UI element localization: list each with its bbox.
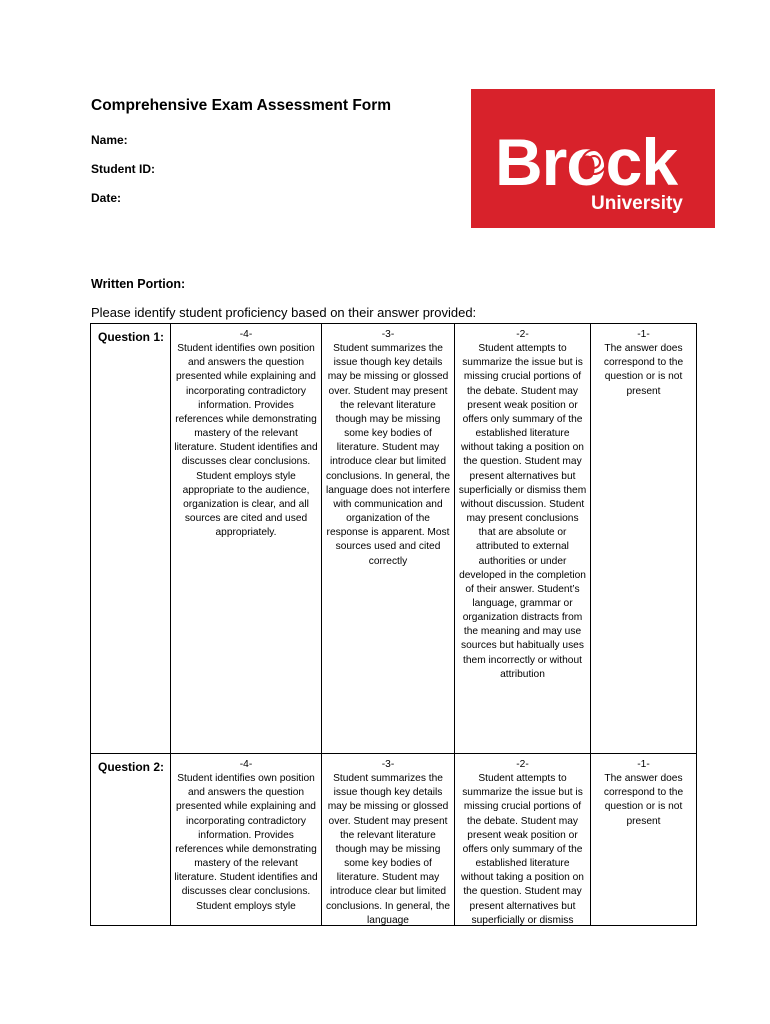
rubric-cell	[455, 324, 591, 754]
score-label: -1-	[637, 759, 650, 770]
criteria-text: Student identifies own position and answers the question presented while explaining and incorporating contradictory information. Provides references while demonstrating mastery of the relevant literature. Student identifies and discusses clear conclusions. Student employs style	[174, 773, 318, 912]
rubric-cell	[322, 324, 455, 754]
logo-word-brock: Brock	[495, 125, 678, 199]
score-label: -1-	[637, 329, 650, 340]
criteria-text: Student attempts to summarize the issue but is missing crucial portions of the debate. Student may present weak position or offers only summary of the established literature without taking a position on the question. Student may present alternatives but superficially or dismiss	[461, 773, 584, 926]
criteria-text: Student summarizes the issue though key details may be missing or glossed over. Student may present the relevant literature though may be missing some key bodies of literature. Student may introduce clear but limited conclusions. In general, the language does not interfere with communication and organization of the response is apparent. Most sources used and cited correctly	[325, 343, 451, 567]
score-label: -2-	[516, 759, 529, 770]
rubric-cell	[591, 754, 697, 926]
question-label: Question 1:	[91, 324, 171, 754]
criteria-text: The answer does correspond to the question or is not present	[603, 773, 684, 827]
score-label: -3-	[381, 329, 395, 340]
table-row	[91, 754, 697, 926]
rubric-cell	[591, 324, 697, 754]
logo-word-university: University	[591, 193, 683, 214]
question-label: Question 2:	[91, 754, 171, 926]
criteria-text: Student summarizes the issue though key details may be missing or glossed over. Student may present the relevant literature though may be missing some key bodies of literature. Student may introduce clear but limited conclusions. In general, the language	[325, 773, 451, 926]
form-title: Comprehensive Exam Assessment Form	[91, 97, 392, 114]
brock-university-logo	[471, 89, 715, 228]
rubric-table	[90, 323, 697, 926]
score-label: -3-	[381, 759, 395, 770]
name-label: Name:	[91, 133, 128, 147]
criteria-text: Student identifies own position and answers the question presented while explaining and incorporating contradictory information. Provides references while demonstrating mastery of the relevant literature. Student identifies and discusses clear conclusions. Student employs style appropriate to the audience, organization is clear, and all sources are cited and used appropriately.	[174, 343, 318, 539]
rubric-cell	[455, 754, 591, 926]
rubric-cell	[171, 754, 322, 926]
score-label: -4-	[239, 329, 253, 340]
criteria-text: The answer does correspond to the question or is not present	[603, 343, 684, 397]
rubric-cell	[171, 324, 322, 754]
instructions-text: Please identify student proficiency based on their answer provided:	[91, 305, 477, 320]
score-label: -4-	[239, 759, 253, 770]
written-portion-heading: Written Portion:	[91, 277, 186, 291]
rubric-cell	[322, 754, 455, 926]
date-label: Date:	[91, 191, 122, 205]
student-id-label: Student ID:	[91, 162, 155, 176]
table-row	[91, 324, 697, 754]
criteria-text: Student attempts to summarize the issue but is missing crucial portions of the debate. Student may present weak position or offers only summary of the established literature without taking a position on the question. Student may present alternatives but superficially or dismiss them without discussion. Student may present conclusions that are absolute or attributed to external authorities or under developed in the completion of their answer. Student’s language, grammar or organization distracts from the meaning and may use sources but habitually uses them incorrectly or without attribution	[458, 343, 587, 680]
score-label: -2-	[516, 329, 529, 340]
